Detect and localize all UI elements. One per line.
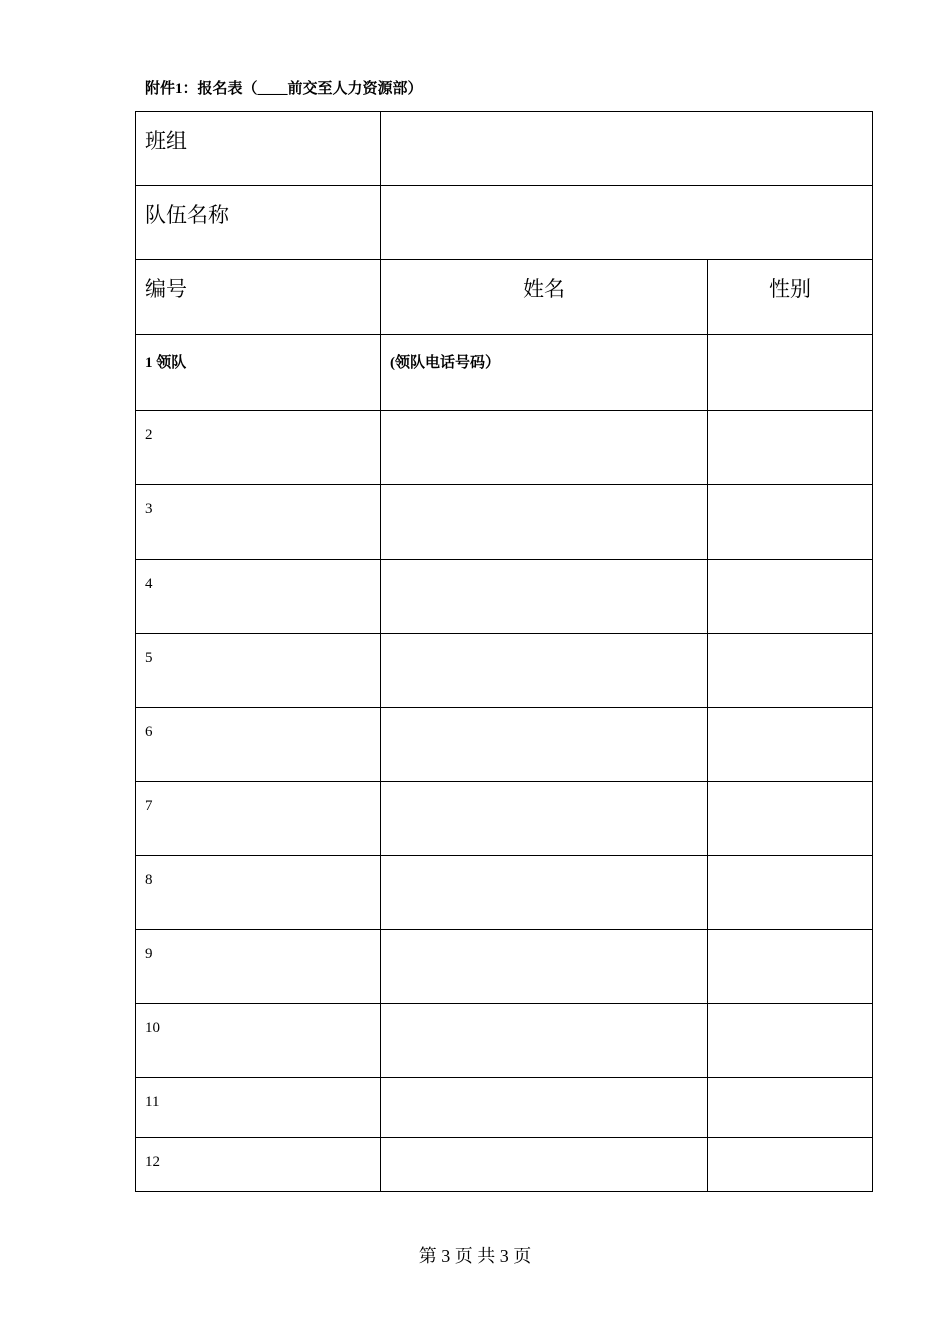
gender-cell[interactable]: [708, 1078, 873, 1138]
gender-cell[interactable]: [708, 634, 873, 708]
row-number: 1 领队: [136, 335, 381, 411]
gender-cell[interactable]: [708, 856, 873, 930]
table-row: [136, 1004, 873, 1078]
class-label: 班组: [136, 112, 381, 186]
column-header-number: 编号: [136, 260, 381, 335]
team-name-field[interactable]: [381, 186, 873, 260]
gender-cell[interactable]: [708, 335, 873, 411]
name-cell[interactable]: [381, 782, 708, 856]
page-number-footer: 第 3 页 共 3 页: [418, 1246, 532, 1266]
table-row: [136, 411, 873, 485]
class-row: [136, 112, 873, 186]
gender-cell[interactable]: [708, 1004, 873, 1078]
gender-cell[interactable]: [708, 1138, 873, 1192]
gender-cell[interactable]: [708, 411, 873, 485]
column-header-name: 姓名: [381, 260, 708, 335]
team-name-label: 队伍名称: [136, 186, 381, 260]
row-number: 10: [136, 1004, 381, 1078]
gender-cell[interactable]: [708, 930, 873, 1004]
name-cell[interactable]: [381, 485, 708, 560]
team-name-row: [136, 186, 873, 260]
row-number: 9: [136, 930, 381, 1004]
name-cell[interactable]: (领队电话号码）: [381, 335, 708, 411]
row-number: 8: [136, 856, 381, 930]
name-cell[interactable]: [381, 1078, 708, 1138]
table-row: [136, 634, 873, 708]
table-row: [136, 708, 873, 782]
gender-cell[interactable]: [708, 708, 873, 782]
table-row: [136, 1078, 873, 1138]
table-row: [136, 930, 873, 1004]
column-header-gender: 性别: [708, 260, 873, 335]
column-header-row: [136, 260, 873, 335]
form-heading: 附件1：报名表（____前交至人力资源部）: [145, 81, 423, 97]
row-number: 11: [136, 1078, 381, 1138]
row-number: 5: [136, 634, 381, 708]
name-cell[interactable]: [381, 634, 708, 708]
name-cell[interactable]: [381, 560, 708, 634]
registration-table: [135, 111, 873, 1192]
table-row: [136, 485, 873, 560]
table-row: [136, 856, 873, 930]
table-row: [136, 1138, 873, 1192]
row-number: 6: [136, 708, 381, 782]
gender-cell[interactable]: [708, 782, 873, 856]
name-cell[interactable]: [381, 856, 708, 930]
table-row: [136, 335, 873, 411]
row-number: 3: [136, 485, 381, 560]
name-cell[interactable]: [381, 708, 708, 782]
row-number: 2: [136, 411, 381, 485]
name-cell[interactable]: [381, 411, 708, 485]
row-number: 7: [136, 782, 381, 856]
table-row: [136, 782, 873, 856]
gender-cell[interactable]: [708, 560, 873, 634]
gender-cell[interactable]: [708, 485, 873, 560]
name-cell[interactable]: [381, 930, 708, 1004]
table-row: [136, 560, 873, 634]
row-number: 4: [136, 560, 381, 634]
name-cell[interactable]: [381, 1138, 708, 1192]
row-number: 12: [136, 1138, 381, 1192]
class-field[interactable]: [381, 112, 873, 186]
name-cell[interactable]: [381, 1004, 708, 1078]
